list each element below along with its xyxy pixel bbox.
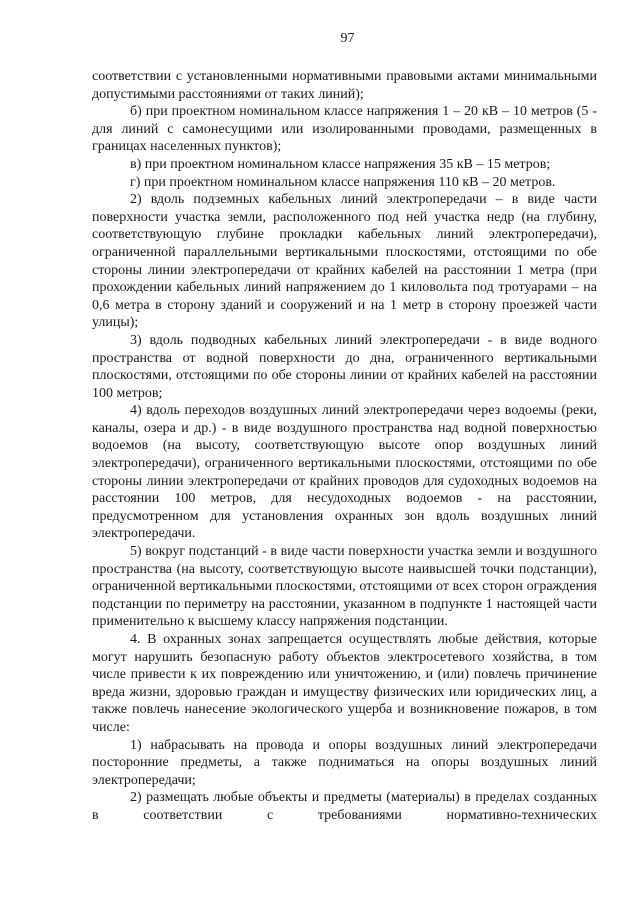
page-number: 97 bbox=[340, 31, 355, 46]
paragraph: б) при проектном номинальном классе напряжения 1 – 20 кВ – 10 метров (5 - для линий с самонесущими или изолированными проводами, размещенных в границах населенных пунктов); bbox=[92, 104, 597, 155]
paragraph: 2) размещать любые объекты и предметы (материалы) в пределах созданных в соответствии с требованиями нормативно-технических bbox=[92, 790, 597, 823]
paragraph: в) при проектном номинальном классе напряжения 35 кВ – 15 метров; bbox=[130, 156, 551, 172]
paragraph: 4) вдоль переходов воздушных линий электропередачи через водоемы (реки, каналы, озера и др.) - в виде воздушного пространства над водной поверхностью водоемов (на высоту, соответствующую высоте опор воздушных линий электропередачи), ограниченного вертикальными плоскостями, отстоящими по обе стороны линии электропередачи от крайних проводов для судоходных водоемов на расстоянии 100 метров, для несудоходных водоемов - на расстоянии, предусмотренном для установления охранных зон вдоль воздушных линий электропередачи. bbox=[92, 403, 597, 542]
paragraph: 2) вдоль подземных кабельных линий электропередачи – в виде части поверхности участка земли, расположенного под ней участка недр (на глубину, соответствующую глубине прокладки кабельных линий электропередачи), ограниченной параллельными вертикальными плоскостями, отстоящими по обе стороны линии электропередачи от крайних кабелей на расстоянии 1 метра (при прохождении кабельных линий напряжением до 1 киловольта под тротуарами – на 0,6 метра в сторону зданий и сооружений и на 1 метр в сторону проезжей части улицы); bbox=[92, 192, 597, 331]
paragraph: 3) вдоль подводных кабельных линий электропередачи - в виде водного пространства от водной поверхности до дна, ограниченного вертикальными плоскостями, отстоящими по обе стороны линии от крайних кабелей на расстоянии 100 метров; bbox=[92, 332, 597, 401]
paragraph: г) при проектном номинальном классе напряжения 110 кВ – 20 метров. bbox=[130, 174, 556, 190]
paragraph: 4. В охранных зонах запрещается осуществлять любые действия, которые могут нарушить безопасную работу объектов электросетевого хозяйства, в том числе привести к их повреждению или уничтожению, и (или) повлечь причинение вреда жизни, здоровью граждан и имуществу физических или юридических лиц, а также повлечь нанесение экологического ущерба и возникновение пожаров, в том числе: bbox=[92, 632, 597, 735]
paragraph: соответствии с установленными нормативными правовыми актами минимальными допустимыми расстояниями от таких линий); bbox=[92, 69, 597, 102]
paragraph: 5) вокруг подстанций - в виде части поверхности участка земли и воздушного пространства (на высоту, соответствующую высоте наивысшей точки подстанции), ограниченной вертикальными плоскостями, отстоящими от всех сторон ограждения подстанции по периметру на расстоянии, указанном в подпункте 1 настоящей части применительно к высшему классу напряжения подстанции. bbox=[92, 544, 597, 630]
paragraph: 1) набрасывать на провода и опоры воздушных линий электропередачи посторонние предметы, а также подниматься на опоры воздушных линий электропередачи; bbox=[92, 737, 597, 788]
document-body bbox=[92, 68, 597, 825]
document-page bbox=[92, 30, 597, 825]
